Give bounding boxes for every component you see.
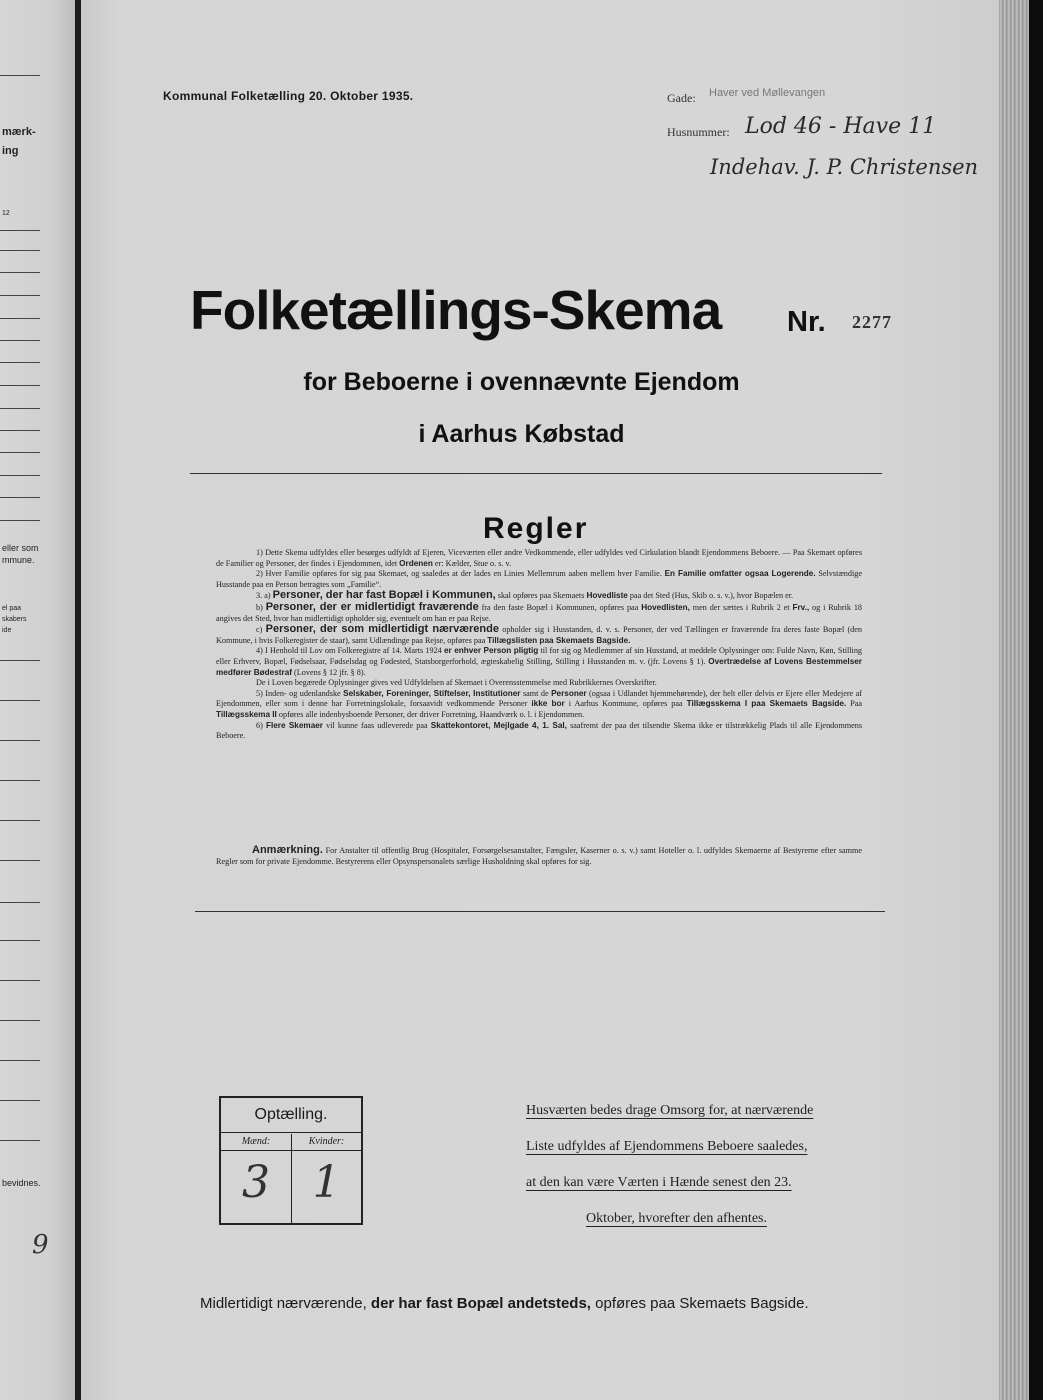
left-rule — [0, 75, 40, 76]
left-rule — [0, 295, 40, 296]
rule-4-continued: De i Loven begærede Oplysninger gives ved Udfyldelsen af Skemaet i Overensstemmelse med Rubrikkernes Overskrifter. — [256, 678, 657, 688]
rule-2: 2) Hver Familie opføres for sig paa Skemaet, og saaledes at der lades en Linies Mellemrum aaben mellem hver Familie. En Familie omfatter ogsaa Logerende. Selvstændige Husstande paa en Person betragtes som „Familie“. — [216, 569, 862, 589]
rule-3c: c) Personer, der som midlertidigt nærværende opholder sig i Husstanden, d. v. s. Personer, der ved Tællingen er fraværende fra deres faste Bopæl (den Kommune, i hvis Folkeregister de staar), samt Udlændinge paa Rejse, opføres paa Tillægslisten paa Skemaets Bagside. — [216, 623, 862, 645]
left-rule — [0, 408, 40, 409]
divider — [190, 473, 882, 474]
left-rule — [0, 1060, 40, 1061]
left-rule — [0, 340, 40, 341]
rule-3b: b) Personer, der er midlertidigt fraværende fra den faste Bopæl i Kommunen, opføres paa Hovedlisten, men der sættes i Rubrik 2 et Frv., og i Rubrik 18 angives det Sted, hvor han midlertidigt opholder sig, eventuelt om han er paa Rejse. — [216, 600, 863, 623]
host-notice-line: Husværten bedes drage Omsorg for, at nærværende — [526, 1103, 814, 1118]
host-notice-line: Oktober, hvorefter den afhentes. — [586, 1211, 767, 1226]
rule-6: 6) Flere Skemaer vil kunne faas udleverede paa Skattekontoret, Mejlgade 4, 1. Sal, saafremt der paa det tilsendte Skema ikke er tilstrækkelig Plads til alle Ejendommens Beboere. — [216, 720, 863, 741]
left-rule — [0, 902, 40, 903]
count-heading: Optælling. — [221, 1098, 361, 1133]
count-box — [219, 1096, 363, 1225]
left-rule — [0, 520, 40, 521]
left-rule — [0, 250, 40, 251]
left-rule — [0, 475, 40, 476]
left-rule — [0, 860, 40, 861]
remark-text: For Anstalter til offentlig Brug (Hospitaler, Forsørgelsesanstalter, Fængsler, Kaserner o. s. v.) samt Hoteller o. l. udfyldes Skemaerne af Bestyrerne efter samme Regler som for private Ejendomme. Bestyrerens eller Opsynspersonalets særlige Husholdning skal opføres for sig. — [216, 846, 863, 866]
subtitle-city: i Aarhus Købstad — [418, 420, 625, 448]
rule-5: 5) Inden- og udenlandske Selskaber, Foreninger, Stiftelser, Institutioner samt de Personer (ogsaa i Udlandet hjemmehørende), der helt eller delvis er Ejere eller Medejere af Ejendommen, eller som i denne har Forretningslokale, forsaavidt vedkommende Personer ikke bor i Aarhus Kommune, opføres paa Tillægsskema I paa Skemaets Bagside. Paa Tillægsskema II opføres alle indenbysboende Personer, der driver Forretning, Haandværk o. l. i Ejendommen. — [216, 688, 863, 719]
street-label: Gade: — [667, 91, 696, 105]
remark-paragraph — [216, 845, 862, 867]
left-rule — [0, 660, 40, 661]
street-value: Haver ved Møllevangen — [709, 87, 826, 99]
left-rule — [0, 740, 40, 741]
left-rule — [0, 1140, 40, 1141]
rules-text — [216, 548, 862, 742]
remark-label: Anmærkning. — [252, 844, 323, 856]
number-label: Nr. — [787, 306, 826, 338]
women-count: 1 — [312, 1157, 341, 1208]
left-rule — [0, 820, 40, 821]
left-fragment-text: mmune. — [2, 555, 35, 565]
left-rule — [0, 272, 40, 273]
rule-4: 4) I Henhold til Lov om Folkeregistre af 14. Marts 1924 er enhver Person pligtig til for sig og Medlemmer af sin Husstand, at meddele Oplysninger om: Fulde Navn, Køn, Stilling eller Erhverv, Bopæl, Fødselsaar, Fødselsdag og Fødested, Statsborgerforhold, ægteskabelig Stilling, Stilling i Husstanden m. v. (jfr. Lovens § 1). Overtrædelse af Lovens Bestemmelser medfører Bødestraf (Lovens § 12 jfr. § 8). — [216, 646, 863, 677]
rule-1: 1) Dette Skema udfyldes eller besørges udfyldt af Ejeren, Viceværten eller andre Vedkommende, eller udfyldes ved Cirkulation blandt Ejendommens Beboere. — Paa Skemaet opføres de Familier og Personer, der findes i Ejendommen, idet Ordenen er: Kælder, Stue o. s. v. — [216, 548, 862, 568]
rules-heading: Regler — [483, 512, 589, 545]
divider — [195, 911, 885, 912]
left-rule — [0, 940, 40, 941]
left-fragment-text: el paa — [2, 605, 22, 612]
form-title: Folketællings-Skema — [190, 279, 722, 341]
left-fragment-text: mærk- — [2, 126, 36, 138]
left-page-fragment — [0, 0, 75, 1400]
left-rule — [0, 1020, 40, 1021]
owner-note: Indehav. J. P. Christensen — [710, 155, 979, 179]
men-label: Mænd: — [221, 1134, 291, 1151]
left-rule — [0, 230, 40, 231]
footer-note: Midlertidigt nærværende, der har fast Bopæl andetsteds, opføres paa Skemaets Bagside. — [200, 1295, 809, 1312]
left-fragment-text: eller som — [2, 543, 39, 553]
left-fragment-text: bevidnes. — [2, 1178, 41, 1188]
left-rule — [0, 452, 40, 453]
form-number: 2277 — [852, 312, 892, 332]
left-fragment-text: ide — [2, 627, 12, 634]
left-rule — [0, 980, 40, 981]
rule-3a: 3. a) Personer, der har fast Bopæl i Kommunen, skal opføres paa Skemaets Hovedliste paa det Sted (Hus, Skib o. s. v.), hvor Bopælen er. — [256, 589, 794, 602]
women-column — [292, 1134, 361, 1223]
left-rule — [0, 318, 40, 319]
left-rule — [0, 1100, 40, 1101]
subtitle-residents: for Beboerne i ovennævnte Ejendom — [303, 368, 740, 396]
house-number-label: Husnummer: — [667, 125, 730, 139]
left-rule — [0, 497, 40, 498]
left-fragment-text: skabers — [2, 616, 27, 623]
left-rule — [0, 700, 40, 701]
left-fragment-text: ing — [2, 145, 19, 157]
page-edges — [999, 0, 1029, 1400]
left-rule — [0, 362, 40, 363]
census-header: Kommunal Folketælling 20. Oktober 1935. — [163, 89, 414, 103]
left-fragment-text: 12 — [2, 210, 10, 217]
men-count: 3 — [242, 1157, 270, 1208]
left-rule — [0, 780, 40, 781]
host-notice-line: at den kan være Værten i Hænde senest den 23. — [526, 1175, 792, 1190]
house-number-value: Lod 46 - Have 11 — [745, 114, 937, 139]
women-label: Kvinder: — [292, 1134, 361, 1151]
host-notice-line: Liste udfyldes af Ejendommens Beboere saaledes, — [526, 1139, 808, 1154]
men-column — [221, 1134, 292, 1223]
left-handwriting: 9 — [32, 1230, 49, 1260]
